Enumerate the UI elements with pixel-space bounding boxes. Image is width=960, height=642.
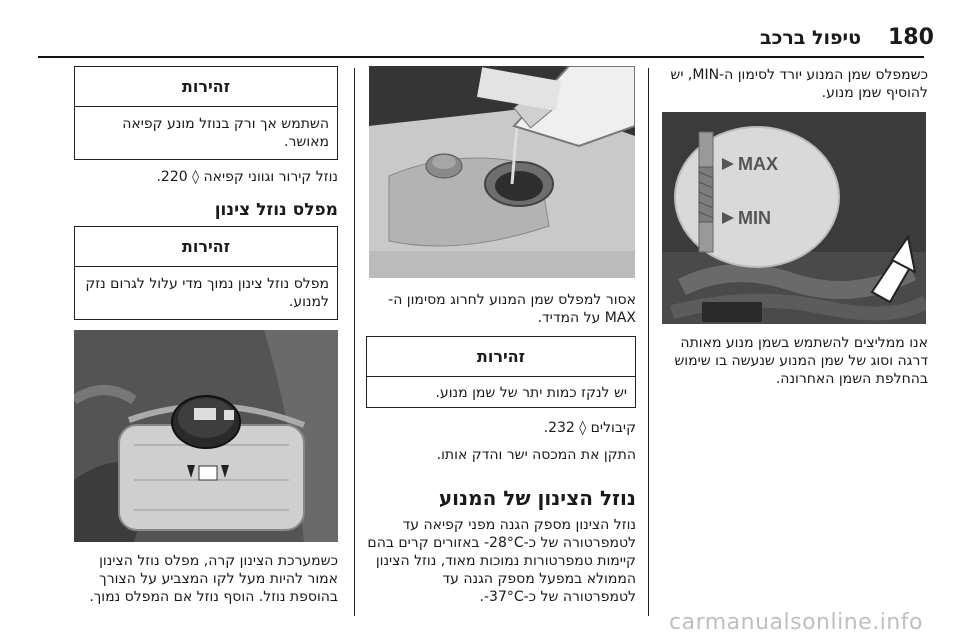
warning-box-antifreeze — [74, 66, 338, 160]
warning-title: זהירות — [75, 67, 337, 107]
oil-filling-figure — [369, 66, 635, 278]
oil-max-caption: אסור למפלס שמן המנוע לחרוג מסימון ה-MAX על המדיד. — [388, 292, 636, 326]
column-divider-right — [648, 68, 649, 616]
middle-caption — [366, 291, 636, 327]
min-mark-label: MIN — [738, 208, 771, 228]
warning-title: זהירות — [75, 227, 337, 267]
max-mark-label: MAX — [738, 154, 778, 174]
close-cap-instruction: התקן את המכסה ישר והדק אותו. — [436, 447, 636, 463]
right-column-text — [660, 334, 928, 388]
watermark: carmanualsonline.info — [669, 610, 923, 635]
warning-body: יש לנקז כמות יתר של שמן מנוע. — [435, 385, 627, 401]
coolant-heading: נוזל הצינון של המנוע — [438, 486, 636, 510]
coolant-ref: נוזל קירור וגווני קפיאה ◊ 220. — [156, 169, 338, 185]
coolant-reservoir-figure — [74, 330, 338, 542]
coolant-level-heading: מפלס נוזל צינון — [214, 200, 338, 220]
header-rule — [38, 56, 924, 58]
warning-box-coolant-level — [74, 226, 338, 320]
page-header — [0, 0, 960, 56]
middle-text — [366, 419, 636, 606]
oil-level-intro: כשמפלס שמן המנוע יורד לסימון ה-MIN, יש להוסיף שמן מנוע. — [670, 67, 928, 101]
warning-title: זהירות — [367, 337, 635, 377]
column-divider-left — [354, 68, 355, 616]
dipstick-figure — [662, 112, 926, 324]
warning-box-oil — [366, 336, 636, 408]
section-title: טיפול ברכב — [759, 27, 861, 49]
warning-body: מפלס נוזל צינון נמוך מדי עלול לגרום נזק למנוע. — [85, 276, 329, 310]
oil-recommendation: אנו ממליצים להשתמש בשמן מנוע מאותה דרגה וסוג של שמן המנוע שנעשה בו שימוש בהחלפת השמן האחרונה. — [674, 335, 928, 387]
coolant-level-text: כשמערכת הצינון קרה, מפלס נוזל הצינון אמור להיות מעל לקו המצביע על הצורך בהוספת נוזל. הוסף נוזל אם המפלס נמוך. — [89, 553, 338, 605]
page-number: 180 — [888, 25, 934, 50]
warning-body: השתמש אך ורק בנוזל מונע קפיאה מאושר. — [122, 116, 329, 150]
capacities-ref: קיבולים ◊ 232. — [543, 420, 636, 436]
coolant-text: נוזל הצינון מספק הגנה מפני קפיאה עד לטמפרטורה של כ-28°C- באזורים קרים בהם קיימות טמפרטורות נמוכות מאוד, נוזל הצינון הממולא במפעל מספק הגנה עד לטמפרטורה של כ-37°C-. — [367, 517, 636, 605]
right-column — [660, 66, 928, 102]
left-text-top — [74, 168, 338, 220]
left-text-bottom — [70, 552, 338, 606]
